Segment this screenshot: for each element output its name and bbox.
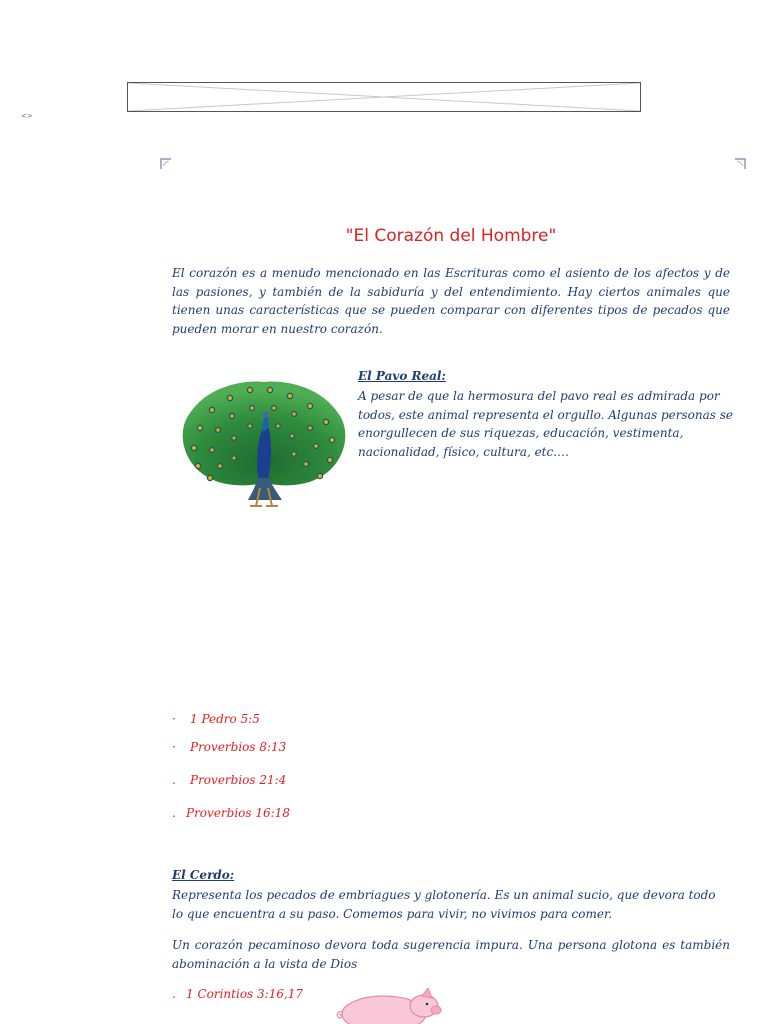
reference-label: 1 Corintios 3:16,17 bbox=[186, 987, 304, 1001]
reference-item bbox=[172, 712, 260, 726]
bullet: . bbox=[172, 987, 176, 1001]
bullet: . bbox=[172, 773, 176, 787]
anchor-mark: <> bbox=[21, 112, 33, 120]
reference-item bbox=[172, 773, 286, 787]
reference-label: 1 Pedro 5:5 bbox=[190, 712, 260, 726]
reference-label: Proverbios 8:13 bbox=[190, 740, 287, 754]
reference-item bbox=[172, 806, 290, 820]
bullet: . bbox=[172, 806, 176, 820]
header-image-placeholder bbox=[127, 82, 641, 112]
corner-mark-top-right-icon bbox=[733, 157, 747, 171]
reference-label: Proverbios 21:4 bbox=[190, 773, 287, 787]
page-title: "El Corazón del Hombre" bbox=[345, 226, 557, 246]
pavo-real-heading: El Pavo Real: bbox=[358, 369, 446, 383]
reference-label: Proverbios 16:18 bbox=[186, 806, 290, 820]
reference-item bbox=[172, 740, 286, 754]
cerdo-text-2: Un corazón pecaminoso devora toda sugerencia impura. Una persona glotona es también abominación a la vista de Dios bbox=[172, 938, 730, 971]
cerdo-text: Representa los pecados de embriagues y glotonería. Es un animal sucio, que devora todo lo que encuentra a su paso. Comemos para vivir, no vivimos para comer. bbox=[172, 888, 716, 921]
pig-image bbox=[332, 988, 444, 1024]
bullet: · bbox=[172, 712, 176, 726]
intro-paragraph: El corazón es a menudo mencionado en las Escrituras como el asiento de los afectos y de las pasiones, y también de la sabiduría y del entendimiento. Hay ciertos animales que tienen unas características que se pueden comparar con diferentes tipos de pecados que pueden morar en nuestro corazón. bbox=[172, 266, 730, 336]
bullet: · bbox=[172, 740, 176, 754]
cerdo-heading: El Cerdo: bbox=[172, 868, 235, 882]
peacock-image bbox=[170, 378, 358, 513]
corner-mark-top-left-icon bbox=[159, 157, 173, 171]
placeholder-cross bbox=[128, 83, 640, 111]
reference-item bbox=[172, 987, 303, 1001]
pavo-real-text: A pesar de que la hermosura del pavo real es admirada por todos, este animal representa el orgullo. Algunas personas se enorgullecen de sus riquezas, educación, vestimenta, nacionalidad, físico, cultura, etc.… bbox=[358, 389, 734, 459]
